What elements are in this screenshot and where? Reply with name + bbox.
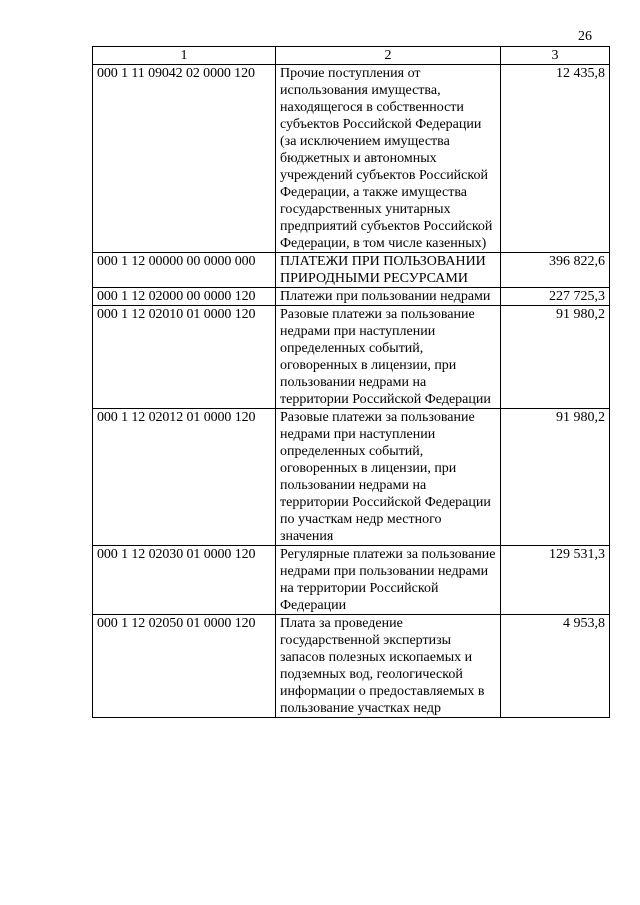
revenue-name-cell: Плата за проведение государственной экспертизы запасов полезных ископаемых и подземных вод, геологической информации о предоставляемых в пользование участках недр	[276, 615, 501, 718]
budget-code-cell: 000 1 12 02000 00 0000 120	[93, 288, 276, 306]
column-header-code: 1	[93, 47, 276, 65]
revenue-name-cell: Платежи при пользовании недрами	[276, 288, 501, 306]
revenue-name-cell: ПЛАТЕЖИ ПРИ ПОЛЬЗОВАНИИ ПРИРОДНЫМИ РЕСУРСАМИ	[276, 253, 501, 288]
amount-cell: 227 725,3	[501, 288, 610, 306]
revenue-name-cell: Разовые платежи за пользование недрами при наступлении определенных событий, оговоренных в лицензии, при пользовании недрами на территории Российской Федерации по участкам недр местного значения	[276, 409, 501, 546]
revenue-name-cell: Прочие поступления от использования имущества, находящегося в собственности субъектов Российской Федерации (за исключением имущества бюджетных и автономных учреждений субъектов Российской Федерации, а также имущества государственных унитарных предприятий субъектов Российской Федерации, в том числе казенных)	[276, 65, 501, 253]
budget-code-cell: 000 1 12 02030 01 0000 120	[93, 546, 276, 615]
table-header-row	[93, 47, 610, 65]
page-number: 26	[578, 29, 592, 44]
budget-revenue-table	[92, 46, 610, 718]
table-row	[93, 546, 610, 615]
budget-code-cell: 000 1 12 02050 01 0000 120	[93, 615, 276, 718]
budget-code-cell: 000 1 12 00000 00 0000 000	[93, 253, 276, 288]
column-header-amount: 3	[501, 47, 610, 65]
amount-cell: 4 953,8	[501, 615, 610, 718]
table-row	[93, 409, 610, 546]
budget-code-cell: 000 1 11 09042 02 0000 120	[93, 65, 276, 253]
table-row	[93, 306, 610, 409]
amount-cell: 91 980,2	[501, 409, 610, 546]
budget-code-cell: 000 1 12 02012 01 0000 120	[93, 409, 276, 546]
table-row	[93, 615, 610, 718]
revenue-name-cell: Разовые платежи за пользование недрами при наступлении определенных событий, оговоренных в лицензии, при пользовании недрами на территории Российской Федерации	[276, 306, 501, 409]
budget-code-cell: 000 1 12 02010 01 0000 120	[93, 306, 276, 409]
table-row	[93, 288, 610, 306]
amount-cell: 91 980,2	[501, 306, 610, 409]
table-row	[93, 253, 610, 288]
revenue-name-cell: Регулярные платежи за пользование недрами при пользовании недрами на территории Российской Федерации	[276, 546, 501, 615]
column-header-name: 2	[276, 47, 501, 65]
amount-cell: 129 531,3	[501, 546, 610, 615]
table-row	[93, 65, 610, 253]
amount-cell: 396 822,6	[501, 253, 610, 288]
amount-cell: 12 435,8	[501, 65, 610, 253]
